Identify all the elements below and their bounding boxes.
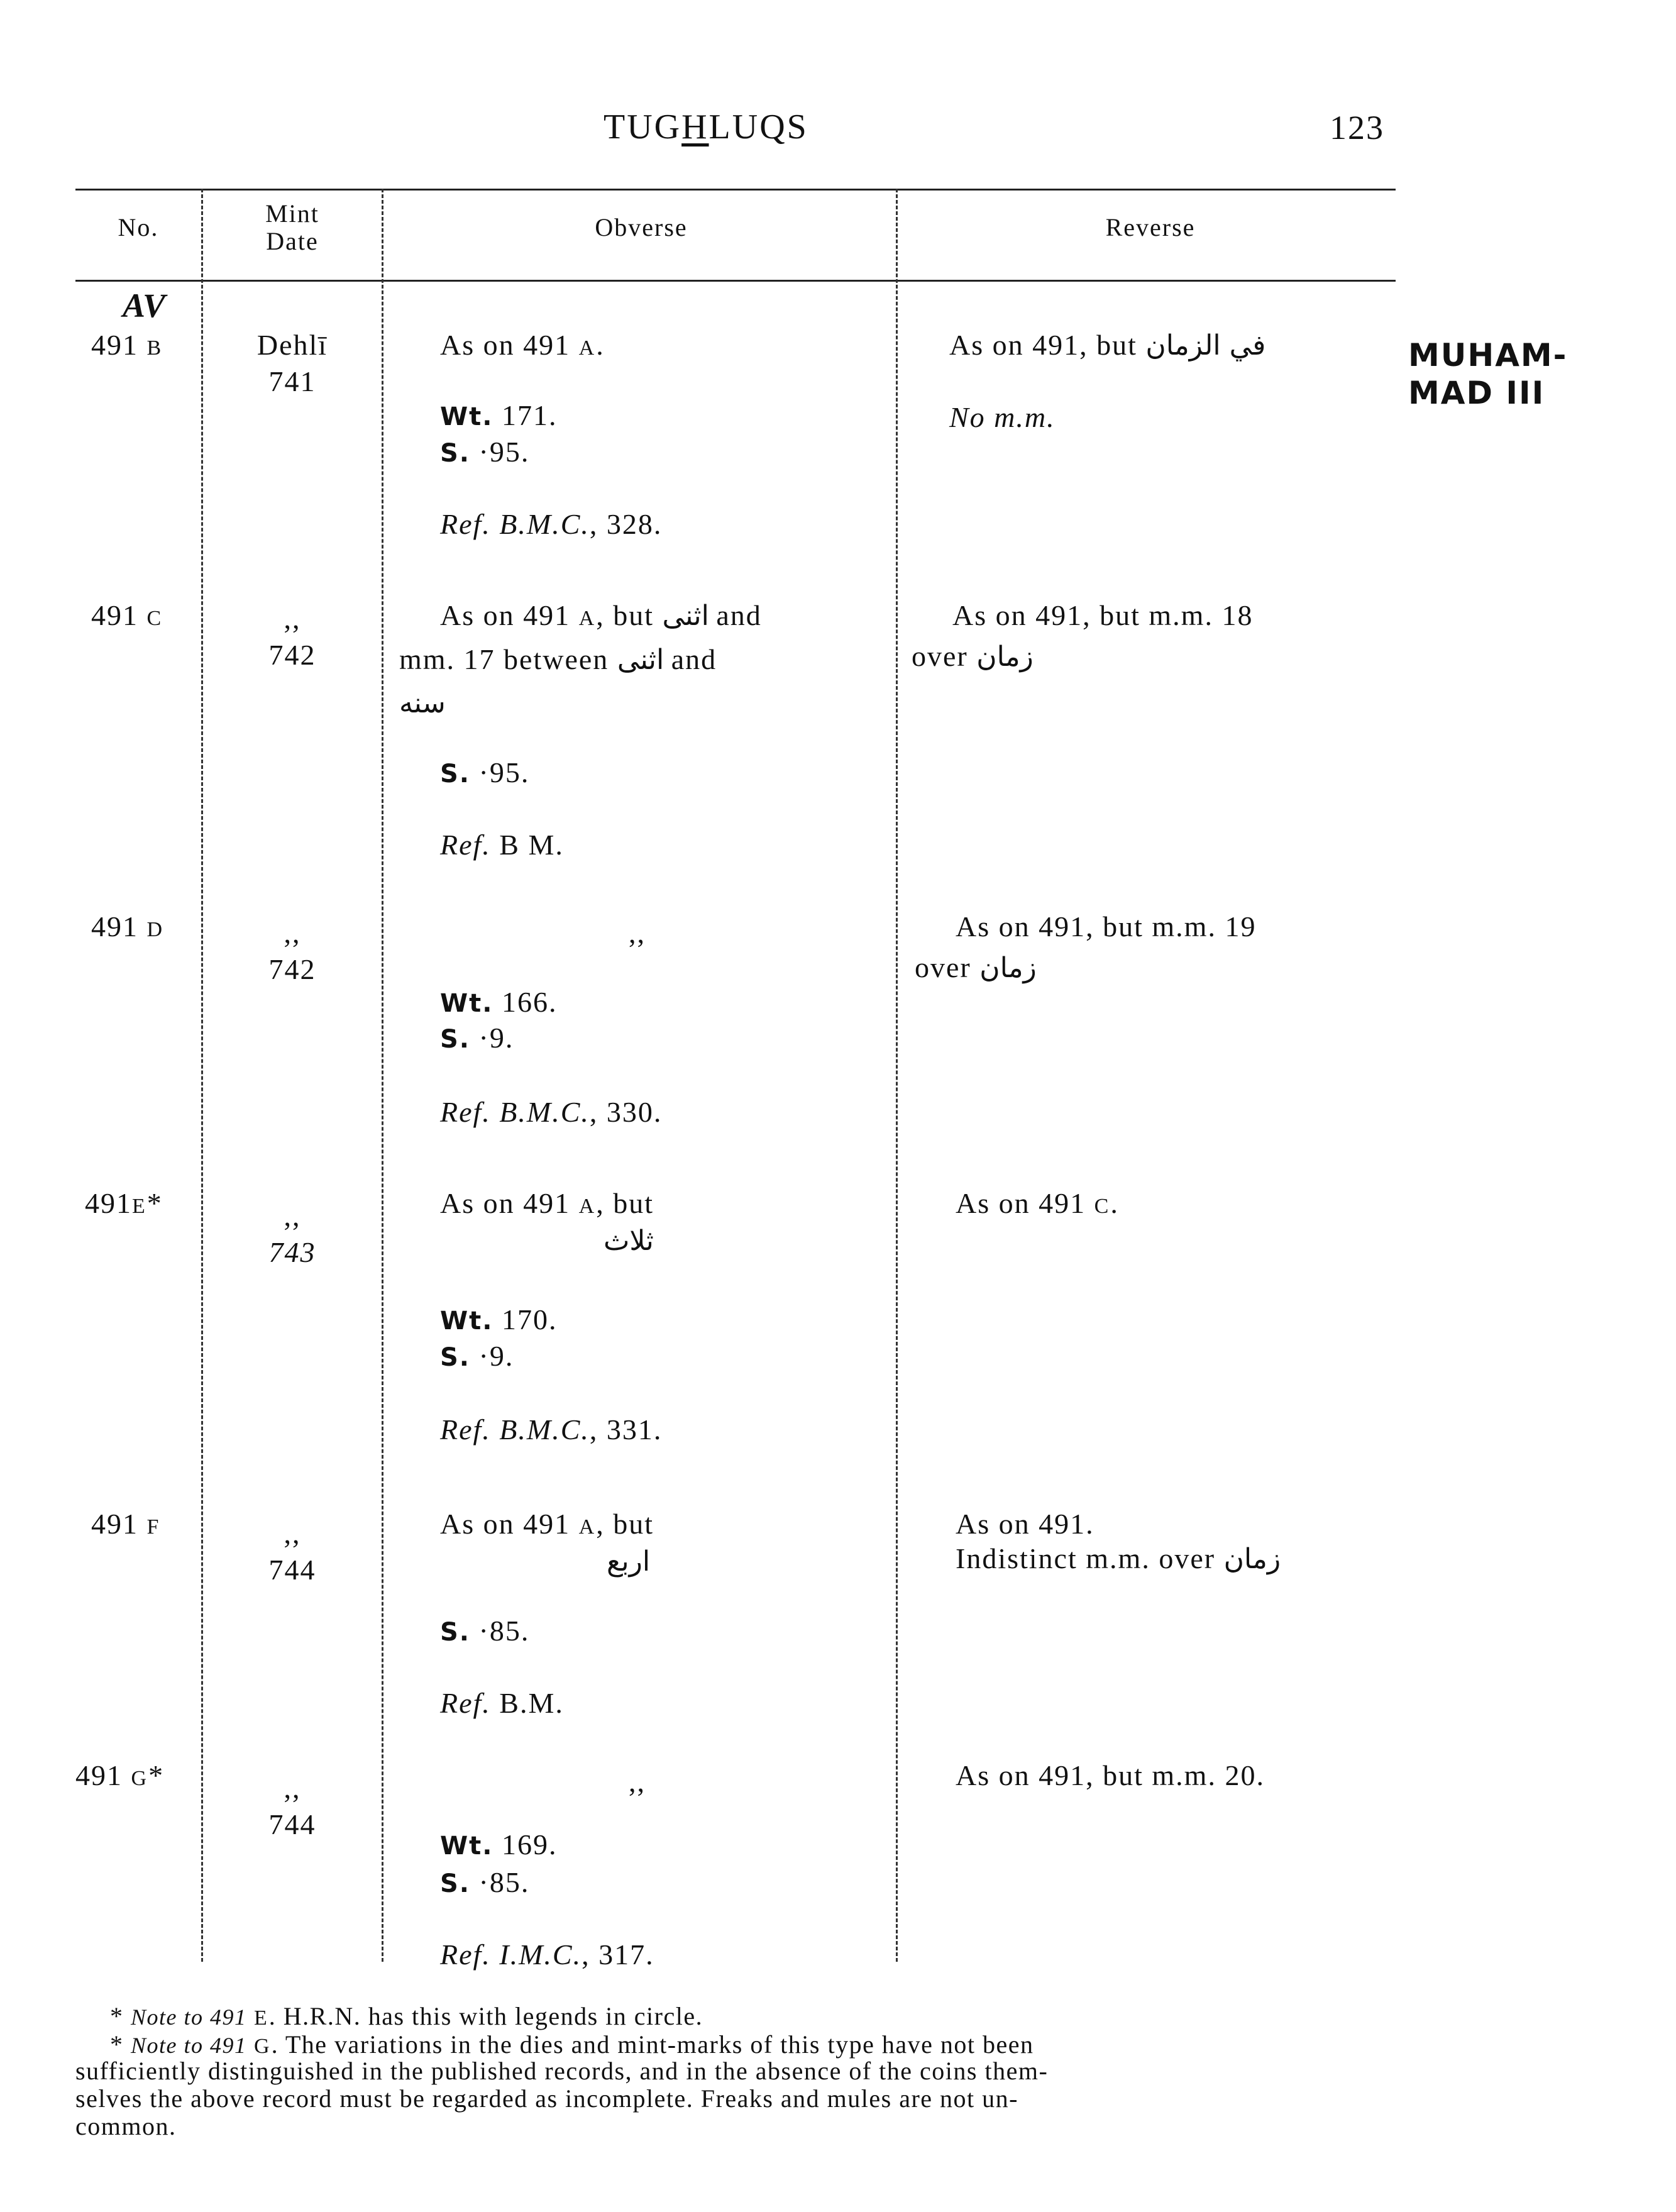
- entry-mint-date: [211, 915, 374, 988]
- reverse-description-cont: [912, 638, 1034, 675]
- entry-letter: D: [146, 918, 165, 941]
- dynasty-label: [1408, 336, 1567, 412]
- entry-no: 491: [91, 329, 138, 361]
- column-divider: [201, 189, 203, 1962]
- ditto-mark: ,,: [284, 1200, 301, 1232]
- date: 742: [268, 953, 316, 985]
- size-line: [440, 1020, 514, 1058]
- reverse-description: As on 491, but m.m. 18: [952, 599, 1254, 631]
- footnote-star: *: [110, 2030, 124, 2059]
- ditto-mark: ,,: [284, 1517, 301, 1549]
- obverse-text: As on 491: [440, 1508, 571, 1540]
- size-label: S.: [440, 760, 471, 788]
- arabic-legend: في الزمان: [1145, 329, 1266, 362]
- size-label: S.: [440, 1343, 471, 1372]
- obverse-ditto: ,,: [629, 917, 646, 949]
- weight-line: [440, 984, 557, 1022]
- arabic-legend: زمان: [1223, 1543, 1281, 1575]
- size-line: [440, 1613, 529, 1651]
- obverse-text: and: [671, 643, 717, 675]
- reference-line: [440, 1412, 662, 1448]
- weight-value: 171.: [501, 399, 558, 431]
- reverse-text: over: [912, 640, 968, 672]
- obverse-ref-letter: A: [578, 336, 597, 360]
- obverse-tail: , but: [596, 599, 654, 631]
- reference-source: B.M.C.: [499, 508, 590, 540]
- footnote: [110, 2031, 1034, 2060]
- reverse-description: As on 491, but m.m. 19: [956, 910, 1257, 943]
- mint-name: Dehlī: [256, 329, 328, 361]
- footnote-star: *: [148, 1759, 165, 1791]
- reference-number: , 328.: [589, 508, 663, 540]
- size-label: S.: [440, 1025, 471, 1054]
- title-part: TUG: [604, 108, 682, 147]
- date: 744: [268, 1554, 316, 1586]
- obverse-text: As on 491: [440, 599, 571, 631]
- entry-mint-date: [211, 1770, 374, 1843]
- arabic-legend: زمان: [976, 641, 1034, 673]
- reference-label: Ref.: [440, 508, 491, 540]
- title-part-underlined: H: [681, 108, 709, 147]
- weight-line: [440, 1302, 557, 1339]
- reference-line: [440, 1937, 654, 1973]
- obverse-description: [440, 327, 605, 367]
- date: 742: [268, 639, 316, 671]
- size-line: [440, 434, 529, 472]
- reference-source: B.M.: [499, 1687, 564, 1719]
- obverse-tail: .: [596, 329, 605, 361]
- obverse-tail: , but: [596, 1187, 654, 1219]
- entry-mint-date: [211, 600, 374, 673]
- page-number: 123: [1330, 109, 1384, 147]
- column-divider: [896, 189, 898, 1962]
- reverse-text: Indistinct m.m. over: [956, 1542, 1216, 1574]
- size-line: [440, 1338, 514, 1376]
- entry-number: [85, 1185, 163, 1225]
- date: 741: [268, 365, 316, 397]
- weight-line: [440, 1827, 557, 1864]
- size-value: ·9.: [478, 1340, 514, 1372]
- reference-source: B.M.C.: [499, 1096, 590, 1128]
- entry-no: 491: [85, 1187, 132, 1219]
- reference-label: Ref.: [440, 829, 491, 861]
- size-value: ·95.: [478, 436, 530, 468]
- reference-line: [440, 1685, 564, 1722]
- entry-letter: C: [146, 607, 163, 630]
- size-label: S.: [440, 439, 471, 468]
- reference-line: [440, 506, 662, 543]
- size-label: S.: [440, 1869, 471, 1898]
- footnote-star: *: [146, 1187, 163, 1219]
- reference-source: I.M.C.: [499, 1938, 582, 1971]
- weight-line: [440, 397, 557, 435]
- obverse-text: As on 491: [440, 1187, 571, 1219]
- reverse-tail: .: [1110, 1187, 1119, 1219]
- arabic-legend: اثنى: [617, 644, 664, 676]
- reference-source: B.M.C.: [499, 1413, 590, 1446]
- entry-no: 491: [75, 1759, 123, 1791]
- entry-letter: E: [132, 1195, 147, 1218]
- footnote-letter: G: [254, 2035, 272, 2058]
- entry-no: 491: [91, 599, 138, 631]
- weight-value: 170.: [501, 1303, 558, 1335]
- obverse-text: As on 491: [440, 329, 571, 361]
- reference-line: [440, 827, 564, 863]
- ditto-mark: ,,: [284, 917, 301, 949]
- entry-no: 491: [91, 1508, 138, 1540]
- size-value: ·85.: [478, 1615, 530, 1647]
- footnote-label: Note to 491: [131, 2033, 247, 2058]
- weight-label: Wt.: [440, 1307, 493, 1335]
- entry-letter: B: [146, 336, 163, 360]
- entry-number: [91, 597, 163, 637]
- arabic-legend: اثنى: [662, 600, 709, 632]
- reverse-text: As on 491, but: [949, 329, 1137, 361]
- obverse-ditto: ,,: [629, 1766, 646, 1798]
- reverse-description-cont: [915, 949, 1037, 987]
- arabic-legend: ثلاث: [604, 1225, 654, 1257]
- reverse-text: As on 491: [956, 1187, 1086, 1219]
- entry-mint-date: [211, 327, 374, 400]
- obverse-description: [440, 597, 762, 637]
- entry-letter: G: [131, 1767, 149, 1790]
- entry-mint-date: [211, 1515, 374, 1588]
- weight-label: Wt.: [440, 402, 493, 431]
- entry-number: [91, 327, 163, 367]
- reference-source: B M.: [499, 829, 564, 861]
- obverse-description: [440, 1506, 654, 1546]
- obverse-description: [440, 1185, 654, 1225]
- size-value: ·95.: [478, 756, 530, 788]
- ditto-mark: ,,: [284, 1772, 301, 1804]
- footnote-star: *: [110, 2002, 124, 2030]
- entry-number: [75, 1757, 164, 1797]
- arabic-legend: اربع: [607, 1546, 651, 1578]
- table-header-rule: [75, 280, 1396, 282]
- dynasty-label-line: MUHAM-: [1408, 337, 1568, 373]
- size-label: S.: [440, 1618, 471, 1647]
- weight-label: Wt.: [440, 989, 493, 1018]
- obverse-ref-letter: A: [578, 1195, 597, 1218]
- size-value: ·9.: [478, 1022, 514, 1054]
- ditto-mark: ,,: [284, 602, 301, 634]
- obverse-ref-letter: A: [578, 1515, 597, 1539]
- column-header-mint-line: Mint: [265, 199, 319, 228]
- reference-number: , 317.: [582, 1938, 654, 1971]
- entry-no: 491: [91, 910, 138, 943]
- footnote: [110, 2003, 703, 2032]
- weight-value: 166.: [501, 986, 558, 1018]
- reference-number: , 331.: [589, 1413, 663, 1446]
- column-header-date-line: Date: [266, 227, 319, 255]
- footnote-text: . The variations in the dies and mint-marks of this type have not been: [271, 2030, 1034, 2059]
- reverse-description: As on 491.: [956, 1508, 1094, 1540]
- title-part: LUQS: [708, 108, 808, 147]
- reverse-ref-letter: C: [1094, 1195, 1111, 1218]
- obverse-tail: , but: [596, 1508, 654, 1540]
- reference-label: Ref.: [440, 1096, 491, 1128]
- footnote-label: Note to 491: [131, 2005, 247, 2030]
- size-line: [440, 755, 529, 792]
- obverse-ref-letter: A: [578, 607, 597, 630]
- obverse-text: and: [716, 599, 762, 631]
- column-divider: [382, 189, 383, 1962]
- entry-number: [91, 1506, 160, 1546]
- table-top-rule: [75, 189, 1396, 191]
- entry-number: [91, 909, 164, 948]
- weight-label: Wt.: [440, 1832, 493, 1861]
- reverse-text: over: [915, 951, 971, 983]
- reference-line: [440, 1094, 662, 1131]
- column-header-reverse: Reverse: [1105, 213, 1196, 241]
- size-value: ·85.: [478, 1866, 530, 1898]
- reference-label: Ref.: [440, 1413, 491, 1446]
- footnote-letter: E: [254, 2006, 269, 2030]
- metal-symbol: AV: [123, 287, 166, 324]
- column-header-mint: [207, 200, 377, 255]
- dynasty-label-line: MAD III: [1408, 375, 1545, 411]
- size-line: [440, 1864, 529, 1902]
- running-title: [604, 107, 808, 147]
- entry-letter: F: [146, 1515, 161, 1539]
- obverse-description-cont: [399, 641, 717, 678]
- reverse-mintmark: No m.m.: [949, 401, 1056, 433]
- footnote-line: common.: [75, 2112, 177, 2140]
- reverse-description: [949, 327, 1265, 364]
- entry-mint-date: [211, 1198, 374, 1271]
- date: 744: [268, 1808, 316, 1840]
- column-header-no: No.: [118, 213, 159, 241]
- footnote-line: sufficiently distinguished in the published records, and in the absence of the coins them-: [75, 2057, 1049, 2085]
- reverse-description: As on 491, but m.m. 20.: [956, 1759, 1265, 1791]
- column-header-obverse: Obverse: [595, 213, 688, 241]
- date: 743: [268, 1236, 316, 1268]
- arabic-legend: سنه: [399, 687, 446, 719]
- obverse-text: mm. 17 between: [399, 643, 609, 675]
- reference-number: , 330.: [589, 1096, 663, 1128]
- arabic-legend: زمان: [979, 952, 1037, 984]
- reference-label: Ref.: [440, 1938, 491, 1971]
- footnote-line: selves the above record must be regarded as incomplete. Freaks and mules are not un-: [75, 2084, 1018, 2113]
- reference-label: Ref.: [440, 1687, 491, 1719]
- footnote-text: . H.R.N. has this with legends in circle.: [268, 2002, 703, 2030]
- reverse-description-cont: [956, 1540, 1281, 1578]
- reverse-description: [956, 1185, 1119, 1225]
- weight-value: 169.: [501, 1828, 558, 1861]
